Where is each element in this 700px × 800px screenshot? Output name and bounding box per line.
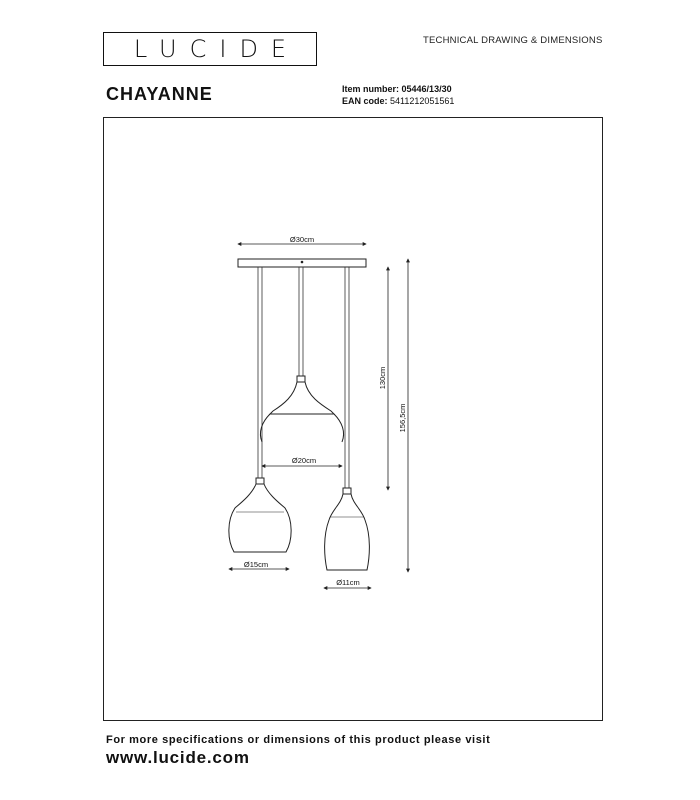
product-name: CHAYANNE — [106, 84, 213, 104]
canopy-diameter-label: Ø30cm — [289, 235, 315, 244]
middle-shade-dimension — [262, 456, 342, 466]
footer-note: For more specifications or dimensions of this product please visit — [106, 734, 491, 746]
item-number-value: 05446/13/30 — [401, 84, 452, 94]
website-link[interactable]: www.lucide.com — [106, 748, 250, 767]
right-shade-dimension — [324, 578, 371, 588]
ean-code-value: 5411212051561 — [390, 96, 455, 106]
right-shade-diameter-label: Ø11cm — [336, 578, 360, 587]
cable-length-label: 130cm — [378, 366, 387, 390]
middle-pendant-shade — [260, 376, 343, 442]
brand-logo-text: LUCIDE — [133, 35, 300, 63]
left-shade-diameter-label: Ø15cm — [243, 560, 269, 569]
ceiling-canopy — [238, 259, 366, 267]
left-shade-dimension — [229, 560, 289, 569]
total-height-dimension — [398, 259, 408, 572]
right-pendant-shade — [325, 488, 370, 570]
cable-length-dimension — [378, 267, 388, 490]
middle-shade-diameter-label: Ø20cm — [291, 456, 317, 465]
item-number-label: Item number: — [342, 84, 400, 94]
total-height-label: 156,5cm — [398, 403, 407, 433]
ean-code-label: EAN code: — [342, 96, 388, 106]
canopy-dimension — [238, 235, 366, 244]
left-pendant-shade — [229, 478, 291, 552]
document-type-label: TECHNICAL DRAWING & DIMENSIONS — [423, 35, 603, 46]
